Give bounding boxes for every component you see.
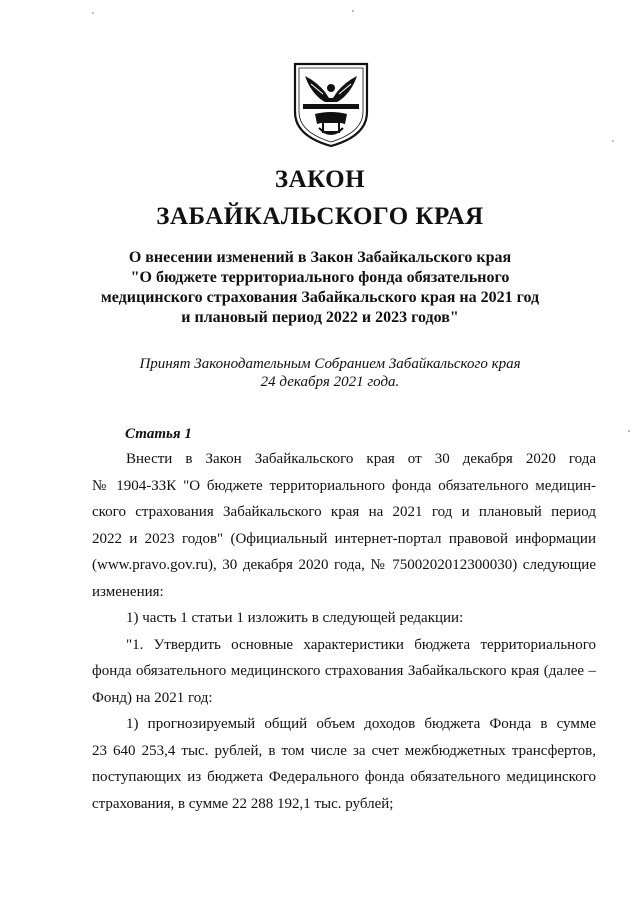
body-line: изменения:	[92, 583, 164, 600]
body-line: "1. Утвердить основные характеристики бюджета территориального	[126, 636, 596, 653]
scan-speck	[92, 12, 94, 14]
subtitle-line: и плановый период 2022 и 2023 годов"	[181, 309, 459, 326]
adoption-line: Принят Законодательным Собранием Забайкальского края	[139, 356, 521, 372]
law-title: ЗАКОН	[274, 166, 366, 193]
body-line: поступающих из бюджета Федерального фонда обязательного медицинского	[92, 769, 596, 785]
scan-speck	[352, 10, 354, 12]
law-subtitle	[60, 248, 580, 328]
body-line: 1) часть 1 статьи 1 изложить в следующей редакции:	[126, 610, 464, 626]
body-line: ского страхования Забайкальского края на 2021 год и плановый период	[92, 504, 596, 520]
article-body	[92, 446, 596, 817]
body-line: 23 640 253,4 тыс. рублей, в том числе за счет межбюджетных трансфертов,	[92, 742, 596, 759]
subtitle-line: медицинского страхования Забайкальского края на 2021 год	[100, 289, 540, 306]
body-line: Фонд) на 2021 год:	[92, 689, 213, 706]
scan-speck	[612, 140, 614, 142]
body-line: (www.pravo.gov.ru), 30 декабря 2020 года, № 7500202012300030) следующие	[92, 557, 596, 573]
body-line: Внести в Закон Забайкальского края от 30 декабря 2020 года	[126, 451, 596, 467]
adoption-date: 24 декабря 2021 года.	[260, 374, 400, 390]
body-line: 1) прогнозируемый общий объем доходов бюджета Фонда в сумме	[126, 716, 596, 732]
region-title: ЗАБАЙКАЛЬСКОГО КРАЯ	[156, 203, 484, 230]
subtitle-line: О внесении изменений в Закон Забайкальского края	[128, 249, 512, 266]
coat-of-arms-icon	[291, 62, 371, 148]
scan-speck	[628, 430, 630, 432]
body-line: № 1904-ЗЗК "О бюджете территориального фонда обязательного медицин-	[92, 477, 596, 494]
body-line: страхования, в сумме 22 288 192,1 тыс. рублей;	[92, 795, 394, 812]
article-heading: Статья 1	[125, 426, 192, 442]
body-line: 2022 и 2023 годов" (Официальный интернет-портал правовой информации	[92, 530, 596, 547]
adoption-note	[60, 355, 600, 391]
body-line: фонда обязательного медицинского страхования Забайкальского края (далее –	[92, 663, 596, 679]
subtitle-line: "О бюджете территориального фонда обязательного	[130, 269, 510, 286]
